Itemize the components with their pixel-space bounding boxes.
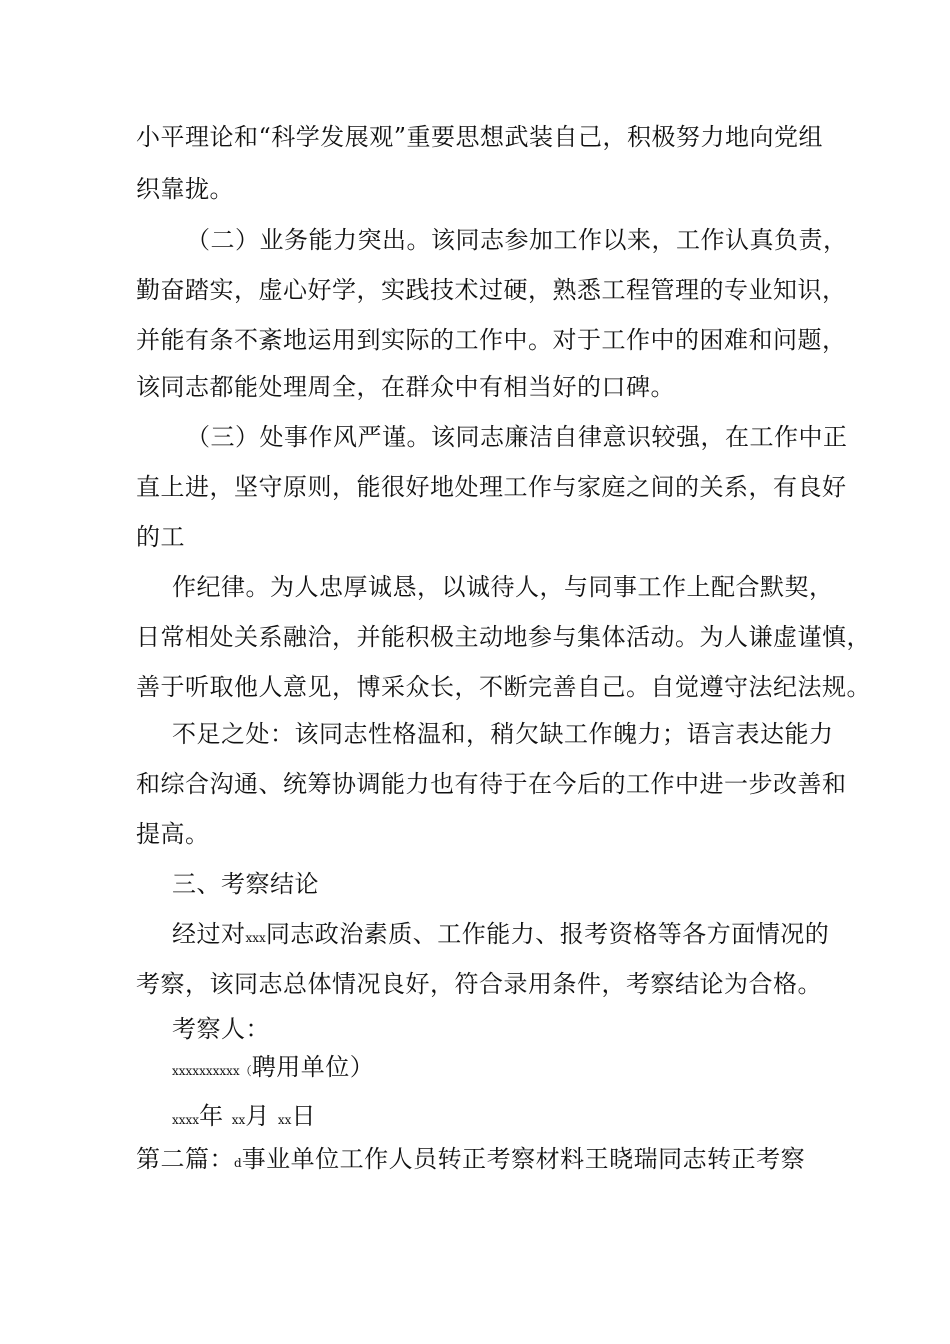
date-month: xx [231,1113,246,1127]
paragraph-line: 该同志都能处理周全，在群众中有相当好的口碑。 [136,373,675,401]
paragraph-line: 作纪律。为人忠厚诚恳，以诚待人，与同事工作上配合默契， [172,573,834,601]
date-year-label: 年 [199,1102,224,1130]
employer-line [172,1051,374,1087]
paragraph-line [172,918,829,954]
conclusion-prefix: 经过对 [172,920,246,948]
paragraph-line: 日常相处关系融洽，并能积极主动地参与集体活动。为人谦虚谨慎， [136,623,871,651]
next-title-prefix: 第二篇： [136,1145,234,1173]
next-article-title [136,1143,805,1179]
paragraph-line: （三）处事作风严谨。该同志廉洁自律意识较强，在工作中正 [186,423,848,451]
employer-paren: （ [239,1064,252,1078]
next-title-rest: 事业单位工作人员转正考察材料王晓瑞同志转正考察 [241,1145,806,1173]
date-day-label: 日 [291,1102,316,1130]
employer-placeholder: xxxxxxxxxx [172,1064,240,1078]
next-title-mark: d [234,1156,242,1170]
paragraph-line: 小平理论和“科学发展观”重要思想武装自己，积极努力地向党组 [136,123,824,151]
paragraph-line: 并能有条不紊地运用到实际的工作中。对于工作中的困难和问题， [136,326,847,354]
paragraph-line: （二）业务能力突出。该同志参加工作以来，工作认真负责， [186,226,848,254]
paragraph-line: 提高。 [136,820,210,848]
date-line [172,1100,316,1136]
paragraph-line: 考察，该同志总体情况良好，符合录用条件，考察结论为合格。 [136,970,822,998]
paragraph-line: 不足之处：该同志性格温和，稍欠缺工作魄力；语言表达能力 [172,720,834,748]
inspector-label: 考察人： [172,1015,270,1043]
paragraph-line: 善于听取他人意见，博采众长，不断完善自己。自觉遵守法纪法规。 [136,673,871,701]
paragraph-line: 勤奋踏实，虚心好学，实践技术过硬，熟悉工程管理的专业知识， [136,276,847,304]
date-year: xxxx [172,1113,200,1127]
paragraph-line: 直上进，坚守原则，能很好地处理工作与家庭之间的关系，有良好 [136,473,847,501]
paragraph-line: 和综合沟通、统筹协调能力也有待于在今后的工作中进一步改善和 [136,770,847,798]
section-heading: 三、考察结论 [172,870,319,898]
date-month-label: 月 [245,1102,270,1130]
paragraph-line: 的工 [136,523,185,551]
paragraph-line: 织靠拢。 [136,175,234,203]
date-day: xx [277,1113,292,1127]
name-placeholder: xxx [245,931,266,945]
conclusion-text: 同志政治素质、工作能力、报考资格等各方面情况的 [265,920,830,948]
employer-label: 聘用单位） [251,1053,375,1081]
